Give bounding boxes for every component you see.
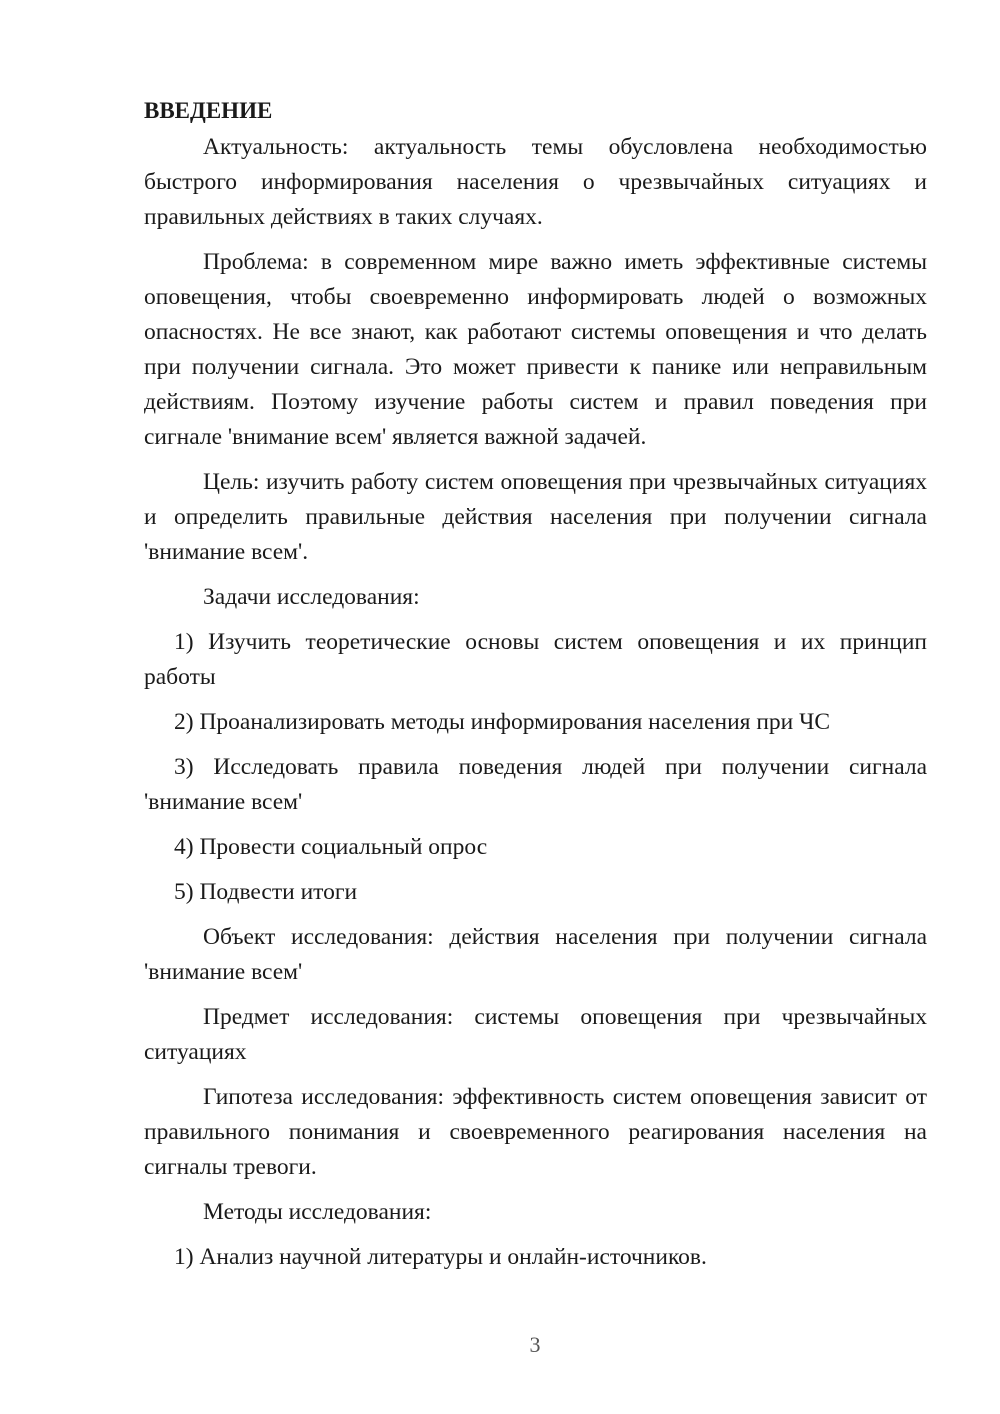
section-heading: ВВЕДЕНИЕ [144,98,273,123]
subject-paragraph: Предмет исследования: системы оповещения при чрезвычайных ситуациях [144,1004,927,1065]
tasks-title: Задачи исследования: [203,584,420,610]
hypothesis-paragraph: Гипотеза исследования: эффективность систем оповещения зависит от правильного понимания и своевременного реагирования населения на сигналы тревоги. [144,1084,927,1180]
method-item: 1) Анализ научной литературы и онлайн-источников. [174,1244,707,1270]
task-item: 5) Подвести итоги [174,879,358,905]
goal-paragraph: Цель: изучить работу систем оповещения при чрезвычайных ситуациях и определить правильные действия населения при получении сигнала 'внимание всем'. [144,469,927,565]
relevance-paragraph: Актуальность: актуальность темы обусловлена необходимостью быстрого информирования населения о чрезвычайных ситуациях и правильных действиях в таких случаях. [144,134,927,230]
methods-title: Методы исследования: [203,1199,432,1225]
task-item: 4) Провести социальный опрос [174,834,488,860]
problem-paragraph: Проблема: в современном мире важно иметь эффективные системы оповещения, чтобы своевременно информировать людей о возможных опасностях. Не все знают, как работают системы оповещения и что делать при получении сигнала. Это может привести к панике или неправильным действиям. Поэтому изучение работы систем и правил поведения при сигнале 'внимание всем' является важной задачей. [144,249,927,450]
document-page [144,96,927,1285]
task-item: 2) Проанализировать методы информирования населения при ЧС [174,709,831,735]
task-item: 3) Исследовать правила поведения людей при получении сигнала 'внимание всем' [144,754,927,815]
object-paragraph: Объект исследования: действия населения при получении сигнала 'внимание всем' [144,924,927,985]
page-number: 3 [529,1332,541,1357]
task-item: 1) Изучить теоретические основы систем оповещения и их принцип работы [144,629,927,690]
